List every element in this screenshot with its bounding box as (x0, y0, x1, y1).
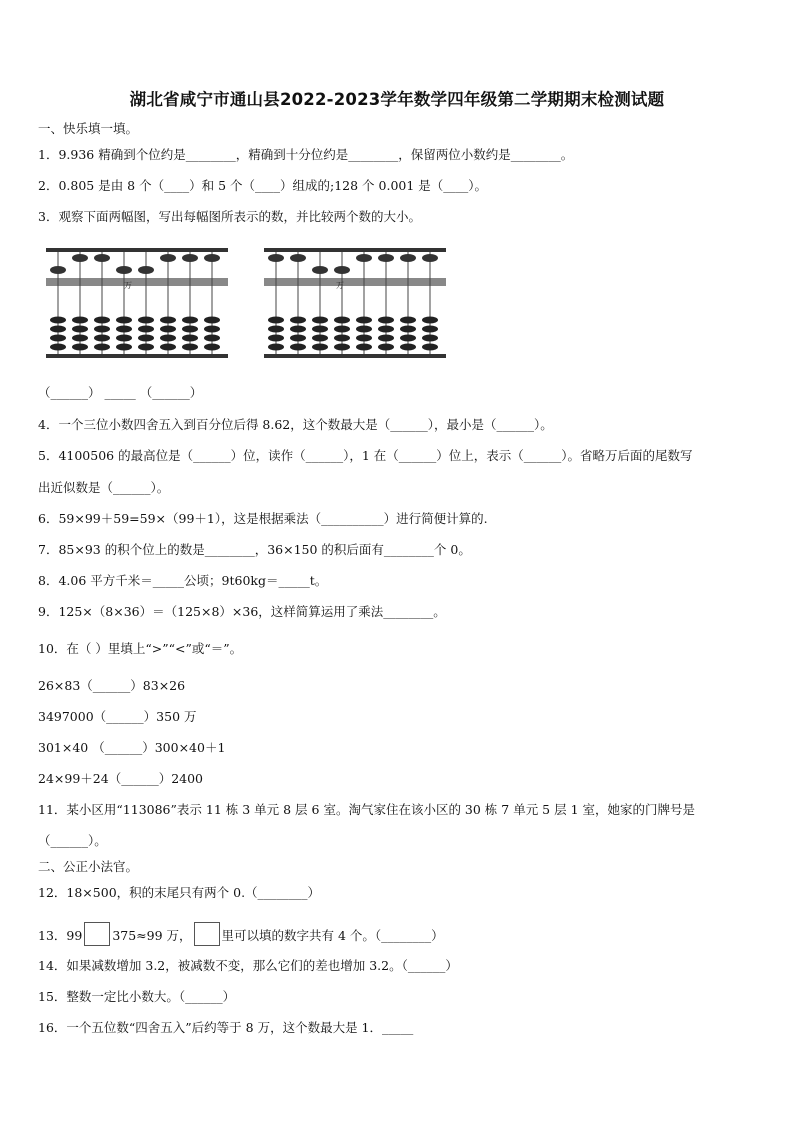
abacus-bead (72, 317, 88, 324)
abacus-bead (72, 335, 88, 342)
abacus-bead (268, 335, 284, 342)
question-9: 9．125×（8×36）＝（125×8）×36，这样简算运用了乘法________。 (38, 604, 446, 619)
abacus-bead (182, 335, 198, 342)
abacus-bead (334, 326, 350, 333)
abacus-bead (94, 335, 110, 342)
abacus-bead (50, 335, 66, 342)
question-12: 12．18×500，积的末尾只有两个 0.（________） (38, 885, 321, 900)
abacus-bead (182, 254, 198, 262)
abacus-bead (312, 317, 328, 324)
abacus-bead (400, 254, 416, 262)
abacus-bead (378, 344, 394, 351)
question-16: 16．一个五位数“四舍五入”后约等于 8 万，这个数最大是 1．_____ (38, 1020, 414, 1035)
abacus-bead (334, 344, 350, 351)
abacus-bead (422, 254, 438, 262)
abacus-bead (116, 344, 132, 351)
question-1: 1．9.936 精确到个位约是________，精确到十分位约是________，保留两位小数约是________。 (38, 147, 574, 162)
question-10: 10．在（ ）里填上“>”“<”或“＝”。 (38, 641, 243, 656)
abacus-bead (138, 344, 154, 351)
abacus-bead (116, 317, 132, 324)
abacus-bead (72, 254, 88, 262)
abacus-bead (422, 317, 438, 324)
abacus-bead (356, 335, 372, 342)
question-6: 6．59×99＋59=59×（99＋1），这是根据乘法（__________）进行简便计算的. (38, 511, 488, 526)
abacus-bead (94, 317, 110, 324)
section-heading-1: 一、快乐填一填。 (38, 121, 139, 136)
abacus-bead (268, 326, 284, 333)
abacus-bead (116, 326, 132, 333)
abacus-bead (334, 335, 350, 342)
abacus-bead (378, 317, 394, 324)
abacus-bead (422, 335, 438, 342)
abacus-bead (268, 344, 284, 351)
abacus-right (262, 244, 448, 364)
abacus-bead (204, 335, 220, 342)
question-13-middle: 375≈99 万， (112, 928, 192, 943)
question-10a: 26×83（______）83×26 (38, 678, 186, 693)
answer-box[interactable] (84, 922, 110, 946)
abacus-bead (334, 317, 350, 324)
abacus-bead (378, 335, 394, 342)
abacus-left-rods (50, 252, 220, 354)
question-5-line-2: 出近似数是（______）。 (38, 480, 170, 495)
question-2: 2．0.805 是由 8 个（____）和 5 个（____）组成的;128 个 0.001 是（____）。 (38, 178, 488, 193)
abacus-bead (312, 266, 328, 274)
abacus-bead (400, 317, 416, 324)
abacus-bead (116, 266, 132, 274)
abacus-bead (204, 254, 220, 262)
abacus-bead (116, 335, 132, 342)
abacus-right-rods (268, 252, 438, 354)
abacus-bead (312, 344, 328, 351)
abacus-bead (204, 317, 220, 324)
abacus-bead (138, 326, 154, 333)
question-13-suffix: 里可以填的数字共有 4 个。（________） (221, 928, 444, 943)
abacus-right-label: 万 (336, 281, 344, 290)
section-heading-2: 二、公正小法官。 (38, 859, 139, 874)
abacus-bead (290, 326, 306, 333)
abacus-left-label: 万 (124, 281, 132, 290)
abacus-left (44, 244, 230, 364)
question-11-line-2: （______）。 (38, 833, 107, 848)
abacus-bead (182, 326, 198, 333)
question-10b: 3497000（______）350 万 (38, 709, 197, 724)
abacus-bead (290, 254, 306, 262)
abacus-bead (356, 254, 372, 262)
page-title: 湖北省咸宁市通山县2022-2023学年数学四年级第二学期期末检测试题 (129, 90, 665, 109)
abacus-bead (72, 326, 88, 333)
abacus-bead (422, 344, 438, 351)
abacus-bead (50, 344, 66, 351)
abacus-bead (290, 344, 306, 351)
abacus-bead (94, 254, 110, 262)
abacus-bead (138, 335, 154, 342)
abacus-bead (50, 317, 66, 324)
abacus-bead (422, 326, 438, 333)
question-13-prefix: 13．99 (38, 928, 83, 943)
question-10c: 301×40 （______）300×40＋1 (38, 740, 226, 755)
abacus-bead (400, 344, 416, 351)
question-11-line-1: 11．某小区用“113086”表示 11 栋 3 单元 8 层 6 室。淘气家住在该小区的 30 栋 7 单元 5 层 1 室，她家的门牌号是 (38, 802, 696, 817)
abacus-bead (204, 326, 220, 333)
abacus-bead (400, 335, 416, 342)
question-14: 14．如果减数增加 3.2，被减数不变，那么它们的差也增加 3.2。（______） (38, 958, 458, 973)
abacus-bead (160, 335, 176, 342)
abacus-bead (182, 344, 198, 351)
abacus-bead (94, 344, 110, 351)
abacus-bead (94, 326, 110, 333)
question-3-answer: （______） _____ （______） (38, 385, 203, 400)
question-7: 7．85×93 的积个位上的数是________，36×150 的积后面有________个 0。 (38, 542, 471, 557)
abacus-bead (290, 317, 306, 324)
abacus-bead (160, 317, 176, 324)
abacus-bead (138, 266, 154, 274)
abacus-bead (400, 326, 416, 333)
abacus-bead (138, 317, 154, 324)
abacus-bead (160, 254, 176, 262)
abacus-bead (268, 317, 284, 324)
abacus-bead (204, 344, 220, 351)
question-3: 3．观察下面两幅图，写出每幅图所表示的数，并比较两个数的大小。 (38, 209, 421, 224)
question-13 (38, 922, 444, 946)
abacus-bead (378, 254, 394, 262)
abacus-bead (160, 344, 176, 351)
abacus-bead (356, 317, 372, 324)
abacus-bead (312, 335, 328, 342)
abacus-bead (182, 317, 198, 324)
question-5-line-1: 5．4100506 的最高位是（______）位，读作（______），1 在（______）位上，表示（______）。省略万后面的尾数写 (38, 448, 693, 463)
question-15: 15．整数一定比小数大。（______） (38, 989, 236, 1004)
abacus-bead (312, 326, 328, 333)
abacus-bead (160, 326, 176, 333)
question-10d: 24×99＋24（______）2400 (38, 771, 204, 786)
abacus-bead (334, 266, 350, 274)
abacus-bead (290, 335, 306, 342)
abacus-bead (356, 344, 372, 351)
question-4: 4．一个三位小数四舍五入到百分位后得 8.62，这个数最大是（______），最小是（______）。 (38, 417, 553, 432)
answer-box-reference (194, 922, 220, 946)
question-8: 8．4.06 平方千米＝_____公顷；9t60kg＝_____t。 (38, 573, 328, 588)
abacus-bead (50, 326, 66, 333)
abacus-bead (378, 326, 394, 333)
abacus-bead (72, 344, 88, 351)
abacus-bead (50, 266, 66, 274)
abacus-bead (356, 326, 372, 333)
abacus-bead (268, 254, 284, 262)
